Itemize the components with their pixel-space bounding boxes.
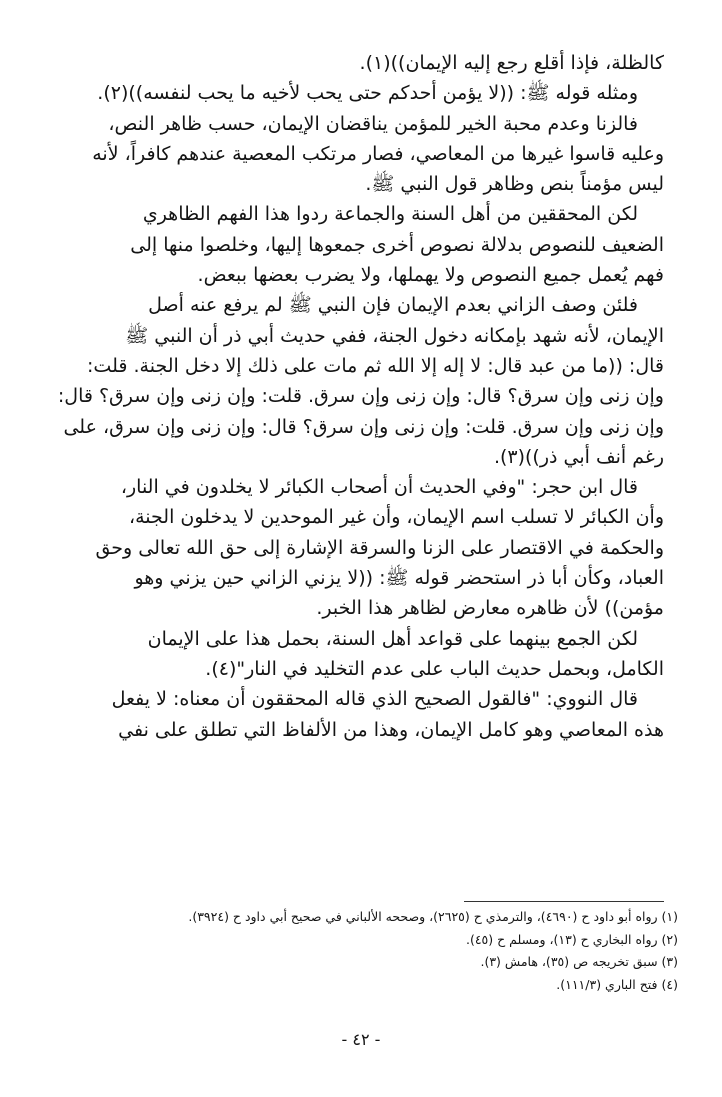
text-line: وإن زنى وإن سرق. قلت: وإن زنى وإن سرق؟ قال: وإن زنى وإن سرق، على [63, 415, 664, 438]
text-line: كالظلة، فإذا أقلع رجع إليه الإيمان))(١). [359, 52, 664, 74]
text-line: قال ابن حجر: "وفي الحديث أن أصحاب الكبائر لا يخلدون في النار، [120, 476, 638, 499]
footnote: (٢) رواه البخاري ح (١٣)، ومسلم ح (٤٥). [465, 931, 678, 947]
text-line: قال: ((ما من عبد قال: لا إله إلا الله ثم مات على ذلك إلا دخل الجنة. قلت: [87, 354, 664, 377]
text-line: الكامل، وبحمل حديث الباب على عدم التخليد في النار"(٤). [205, 657, 664, 680]
text-line: رغم أنف أبي ذر))(٣). [493, 445, 664, 468]
text-line: الضعيف للنصوص بدلالة نصوص أخرى جمعوها إليها، وخلصوا منها إلى [130, 233, 664, 256]
footnote: (٤) فتح الباري (١١١/٣). [556, 976, 678, 992]
text-line: ومثله قوله ﷺ: ((لا يؤمن أحدكم حتى يحب لأخيه ما يحب لنفسه))(٢). [97, 82, 638, 105]
text-line: وعليه قاسوا غيرها من المعاصي، فصار مرتكب المعصية عندهم كافراً، لأنه [92, 142, 664, 165]
text-line: مؤمن)) لأن ظاهره معارض لظاهر هذا الخبر. [316, 597, 664, 620]
text-line: فالزنا وعدم محبة الخير للمؤمن يناقضان الإيمان، حسب ظاهر النص، [108, 112, 638, 135]
text-line: والحكمة في الاقتصار على الزنا والسرقة الإشارة إلى حق الله تعالى وحق [95, 536, 664, 559]
footnote-divider [464, 901, 664, 902]
text-line: قال النووي: "فالقول الصحيح الذي قاله المحققون أن معناه: لا يفعل [111, 688, 638, 711]
text-line: لكن المحققين من أهل السنة والجماعة ردوا هذا الفهم الظاهري [142, 203, 638, 226]
main-text [40, 48, 664, 745]
footnote: (٣) سبق تخريجه ص (٣٥)، هامش (٣). [480, 954, 678, 969]
footnotes [40, 906, 678, 996]
text-line: وأن الكبائر لا تسلب اسم الإيمان، وأن غير الموحدين لا يدخلون الجنة، [128, 506, 664, 529]
text-line: هذه المعاصي وهو كامل الإيمان، وهذا من الألفاظ التي تطلق على نفي [118, 718, 664, 741]
text-line: ليس مؤمناً بنص وظاهر قول النبي ﷺ. [365, 173, 664, 196]
footnote: (١) رواه أبو داود ح (٤٦٩٠)، والترمذي ح (٢٦٢٥)، وصححه الألباني في صحيح أبي داود ح (٣٩٢٤). [188, 909, 678, 924]
text-line: لكن الجمع بينهما على قواعد أهل السنة، بحمل هذا على الإيمان [147, 627, 638, 650]
text-line: فهم يُعمل جميع النصوص ولا يهملها، ولا يضرب بعضها ببعض. [197, 264, 664, 287]
text-line: وإن زنى وإن سرق؟ قال: وإن زنى وإن سرق. قلت: وإن زنى وإن سرق؟ قال: [57, 385, 664, 408]
text-line: الإيمان، لأنه شهد بإمكانه دخول الجنة، ففي حديث أبي ذر أن النبي ﷺ [125, 324, 664, 347]
text-line: فلئن وصف الزاني بعدم الإيمان فإن النبي ﷺ لم يرفع عنه أصل [148, 294, 638, 317]
page-number: - ٤٢ - [341, 1030, 381, 1049]
text-line: العباد، وكأن أبا ذر استحضر قوله ﷺ: ((لا يزني الزاني حين يزني وهو [134, 567, 664, 590]
